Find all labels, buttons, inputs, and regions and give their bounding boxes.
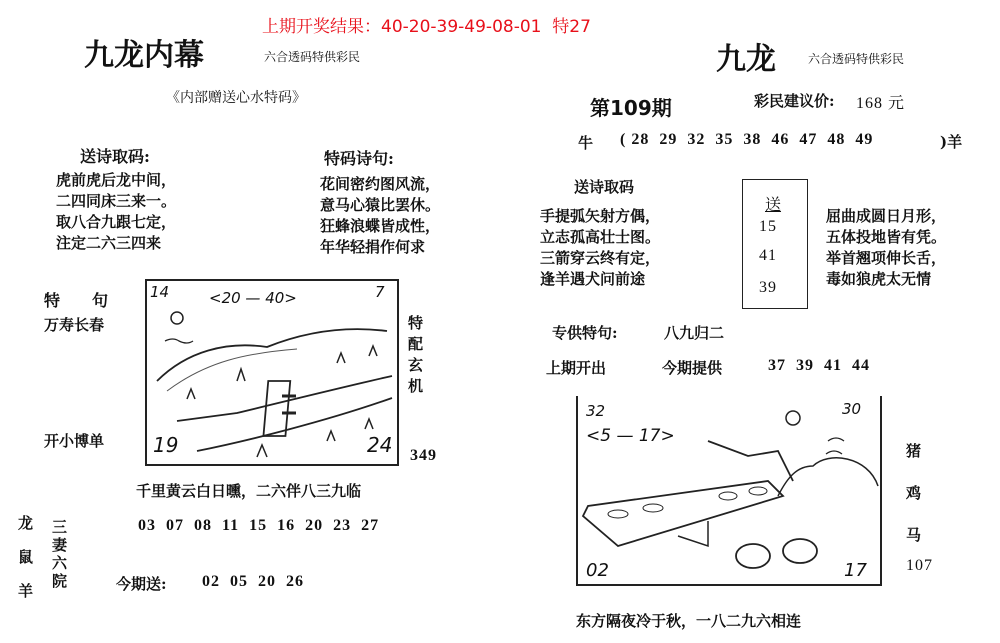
sanqi-char: 六 [52, 554, 68, 572]
left-poem1-heading: 送诗取码: [80, 147, 150, 166]
poem-line: 三箭穿云终有定， [540, 249, 661, 267]
poem-line: 立志孤高壮士图。 [540, 228, 661, 246]
right-poem-heading: 送诗取码 [574, 178, 635, 196]
poem-line: 举首翘项伸长舌， [826, 249, 947, 267]
zodiac-char: 龙 [18, 514, 34, 532]
sketch-range: <5 — 17> [586, 426, 675, 446]
special-value: 八九归二 [664, 324, 725, 342]
open-label: 开小博单 [44, 432, 105, 450]
send-label: 送 [765, 195, 782, 214]
send-number: 39 [759, 279, 777, 296]
zodiac-char: 鼠 [18, 548, 34, 566]
price-label: 彩民建议价: [754, 92, 835, 110]
side-char: 配 [408, 335, 424, 353]
sanqi-char: 妻 [52, 536, 68, 554]
sketch-corner-tr: 30 [842, 400, 862, 418]
today-label: 今期送: [116, 575, 167, 593]
provide-label: 今期提供 [662, 359, 723, 377]
left-title: 九龙内幕 [84, 38, 204, 73]
left-poem1 [56, 170, 176, 254]
range-right-zodiac: )羊 [940, 133, 963, 151]
left-side-number: 349 [410, 447, 437, 464]
special-phrase: 万寿长春 [44, 316, 105, 334]
poem-line: 意马心猿比罢休。 [320, 196, 441, 214]
left-verse: 千里黄云白日曛，二六伴八三九临 [136, 482, 362, 500]
left-side-vertical [408, 312, 423, 396]
left-numbers: 03 07 08 11 15 16 20 23 27 [138, 517, 380, 534]
sketch-corner-bl: 02 [586, 560, 609, 581]
poem-line: 花间密约图风流， [320, 175, 441, 193]
special-label: 专供特句: [552, 324, 618, 342]
poem-line: 屈曲成圆日月形， [826, 207, 947, 225]
last-open-label: 上期开出 [546, 359, 607, 377]
sanqi-char: 院 [52, 572, 68, 590]
issue-number: 第109期 [590, 96, 672, 120]
sketch-corner-br: 24 [367, 433, 393, 457]
left-sketch [145, 279, 399, 466]
zodiac-char: 羊 [18, 582, 34, 600]
hill-sketch-icon [147, 281, 397, 464]
special-phrase-label: 特 句 [44, 291, 109, 310]
range-left-zodiac: 牛 [578, 134, 594, 152]
left-gift-title: 《内部赠送心水特码》 [166, 90, 306, 106]
poem-line: 毒如狼虎太无情 [826, 270, 932, 288]
sketch-corner-tl: 32 [586, 402, 606, 420]
sketch-range: <20 — 40> [209, 289, 297, 307]
sanqi-char: 三 [52, 518, 68, 536]
right-side-number: 107 [906, 557, 933, 574]
left-subtitle: 六合透码特供彩民 [264, 50, 361, 64]
sketch-corner-br: 17 [844, 560, 867, 581]
provide-numbers: 37 39 41 44 [768, 357, 870, 374]
last-result-label: 上期开奖结果： [262, 17, 381, 37]
zodiac-vertical [18, 506, 33, 608]
side-char: 机 [408, 377, 424, 395]
price: 168 元 [856, 95, 906, 112]
poem-line: 取八合九跟七定， [56, 213, 177, 231]
side-char: 特 [408, 314, 424, 332]
poem-line: 虎前虎后龙中间， [56, 171, 177, 189]
right-subtitle: 六合透码特供彩民 [808, 52, 905, 66]
right-side-vertical [906, 430, 921, 556]
last-result-numbers: 40-20-39-49-08-01 [381, 17, 542, 37]
sketch-corner-tr: 7 [375, 283, 385, 301]
left-poem2 [320, 174, 440, 258]
poem-line: 逢羊遇犬问前途 [540, 270, 646, 288]
sketch-corner-tl: 14 [150, 283, 170, 301]
side-char: 马 [906, 526, 922, 544]
sketch-corner-bl: 19 [153, 433, 179, 457]
left-poem2-heading: 特码诗句: [324, 149, 394, 168]
last-result-banner [262, 12, 591, 37]
right-verse: 东方隔夜冷于秋，一八二九六相连 [576, 612, 802, 630]
poem-line: 注定二六三四来 [56, 234, 162, 252]
side-char: 玄 [408, 356, 424, 374]
today-numbers: 02 05 20 26 [202, 573, 304, 590]
right-poem-right [826, 206, 946, 290]
last-result-special: 特27 [552, 17, 591, 37]
table-sketch-icon [578, 396, 880, 584]
right-title: 九龙 [716, 42, 776, 77]
send-number: 41 [759, 247, 777, 264]
sanqi-vertical [52, 518, 67, 590]
right-poem-left [540, 206, 660, 290]
right-sketch [576, 396, 882, 586]
side-char: 猪 [906, 442, 922, 460]
poem-line: 五体投地皆有凭。 [826, 228, 947, 246]
range-numbers: ( 28 29 32 35 38 46 47 48 49 [620, 131, 874, 148]
side-char: 鸡 [906, 484, 922, 502]
poem-line: 手提弧矢射方偶， [540, 207, 661, 225]
send-number: 15 [759, 218, 777, 235]
send-box [742, 179, 808, 309]
poem-line: 狂蜂浪蝶皆成性， [320, 217, 441, 235]
poem-line: 二四同床三来一。 [56, 192, 177, 210]
poem-line: 年华轻捐作何求 [320, 238, 426, 256]
